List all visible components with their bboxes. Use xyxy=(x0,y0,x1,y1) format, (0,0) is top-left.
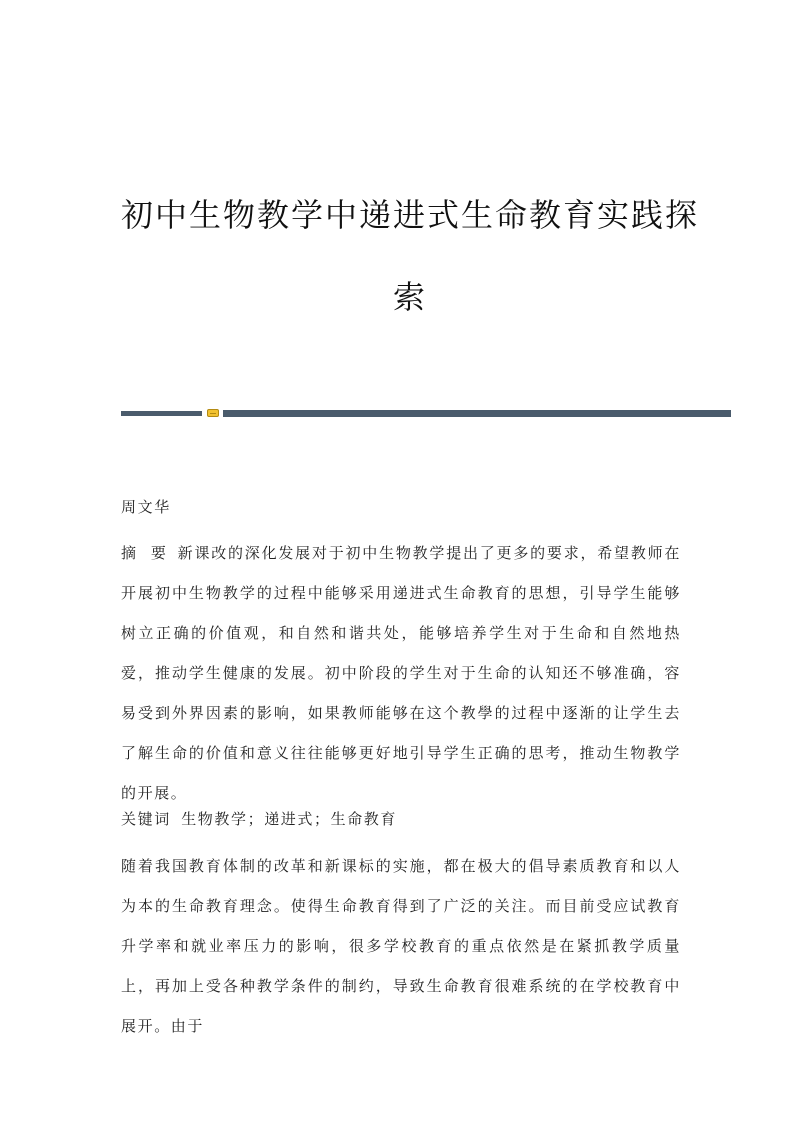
body-paragraph: 随着我国教育体制的改革和新课标的实施，都在极大的倡导素质教育和以人为本的生命教育理念。使得生命教育得到了广泛的关注。而目前受应试教育升学率和就业率压力的影响，很多学校教育的重点依然是在紧抓教学质量上，再加上受各种教学条件的制约，导致生命教育很难系统的在学校教育中展开。由于 xyxy=(121,857,681,1035)
author-name: 周文华 xyxy=(121,498,171,516)
abstract-label: 摘 要 xyxy=(121,544,168,562)
divider-bar-right xyxy=(223,410,731,417)
keywords-text: 生物教学；递进式；生命教育 xyxy=(181,810,397,828)
abstract-text: 新课改的深化发展对于初中生物教学提出了更多的要求，希望教师在开展初中生物教学的过程中能够采用递进式生命教育的思想，引导学生能够树立正确的价值观，和自然和谐共处，能够培养学生对于生命和自然地热爱，推动学生健康的发展。初中阶段的学生对于生命的认知还不够准确，容易受到外界因素的影响，如果教师能够在这个教學的过程中逐渐的让学生去了解生命的价值和意义往往能够更好地引导学生正确的思考，推动生物教学的开展。 xyxy=(121,544,681,802)
keywords-label: 关键词 xyxy=(121,810,171,828)
document-title-line-2: 索 xyxy=(392,278,427,316)
divider-bar-left xyxy=(121,411,202,416)
document-title-line-1: 初中生物教学中递进式生命教育实践探 xyxy=(120,196,699,234)
title-divider xyxy=(121,409,731,417)
keywords-paragraph xyxy=(121,799,681,839)
abstract-paragraph xyxy=(121,533,681,813)
divider-emblem-icon xyxy=(207,409,219,417)
